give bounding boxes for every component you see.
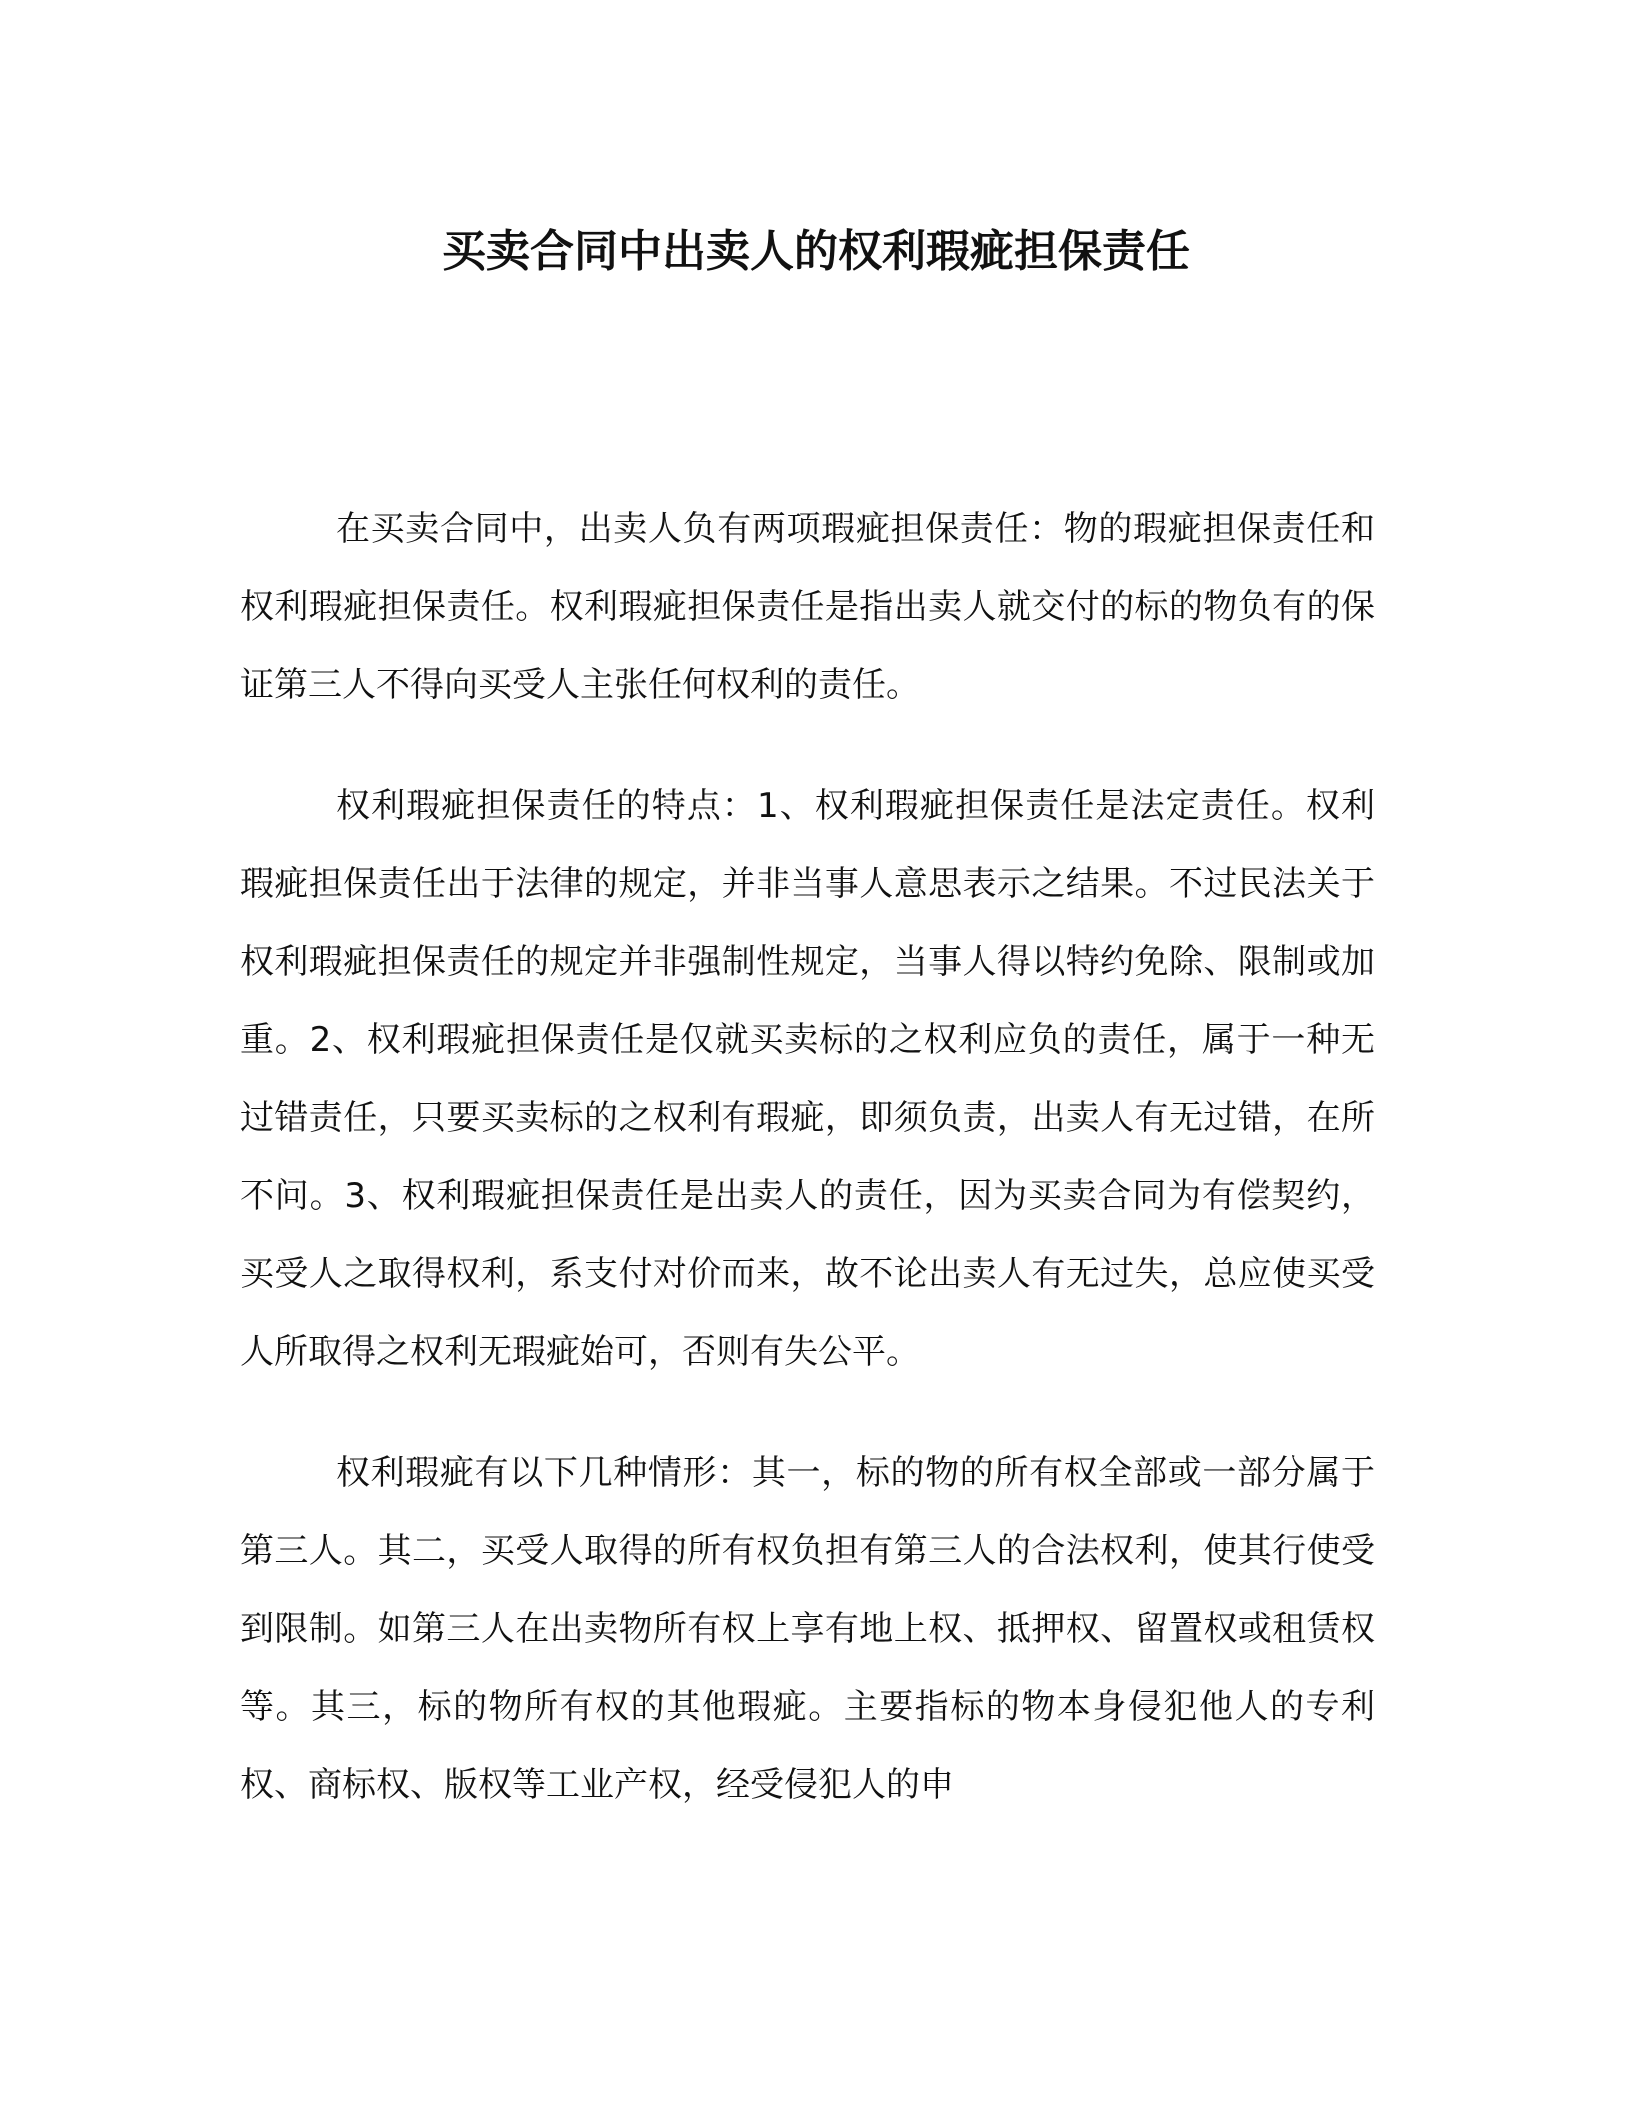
document-body <box>240 490 1375 1867</box>
paragraph-2: 权利瑕疵担保责任的特点：1、权利瑕疵担保责任是法定责任。权利瑕疵担保责任出于法律的规定，并非当事人意思表示之结果。不过民法关于权利瑕疵担保责任的规定并非强制性规定，当事人得以特约免除、限制或加重。2、权利瑕疵担保责任是仅就买卖标的之权利应负的责任，属于一种无过错责任，只要买卖标的之权利有瑕疵，即须负责，出卖人有无过错，在所不问。3、权利瑕疵担保责任是出卖人的责任，因为买卖合同为有偿契约，买受人之取得权利，系支付对价而来，故不论出卖人有无过失，总应使买受人所取得之权利无瑕疵始可，否则有失公平。 <box>240 786 1375 1372</box>
paragraph-3: 权利瑕疵有以下几种情形：其一，标的物的所有权全部或一部分属于第三人。其二，买受人取得的所有权负担有第三人的合法权利，使其行使受到限制。如第三人在出卖物所有权上享有地上权、抵押权、留置权或租赁权等。其三，标的物所有权的其他瑕疵。主要指标的物本身侵犯他人的专利权、商标权、版权等工业产权，经受侵犯人的申 <box>240 1453 1375 1805</box>
paragraph-1: 在买卖合同中，出卖人负有两项瑕疵担保责任：物的瑕疵担保责任和权利瑕疵担保责任。权利瑕疵担保责任是指出卖人就交付的标的物负有的保证第三人不得向买受人主张任何权利的责任。 <box>240 509 1375 705</box>
document-title: 买卖合同中出卖人的权利瑕疵担保责任 <box>442 226 1190 277</box>
